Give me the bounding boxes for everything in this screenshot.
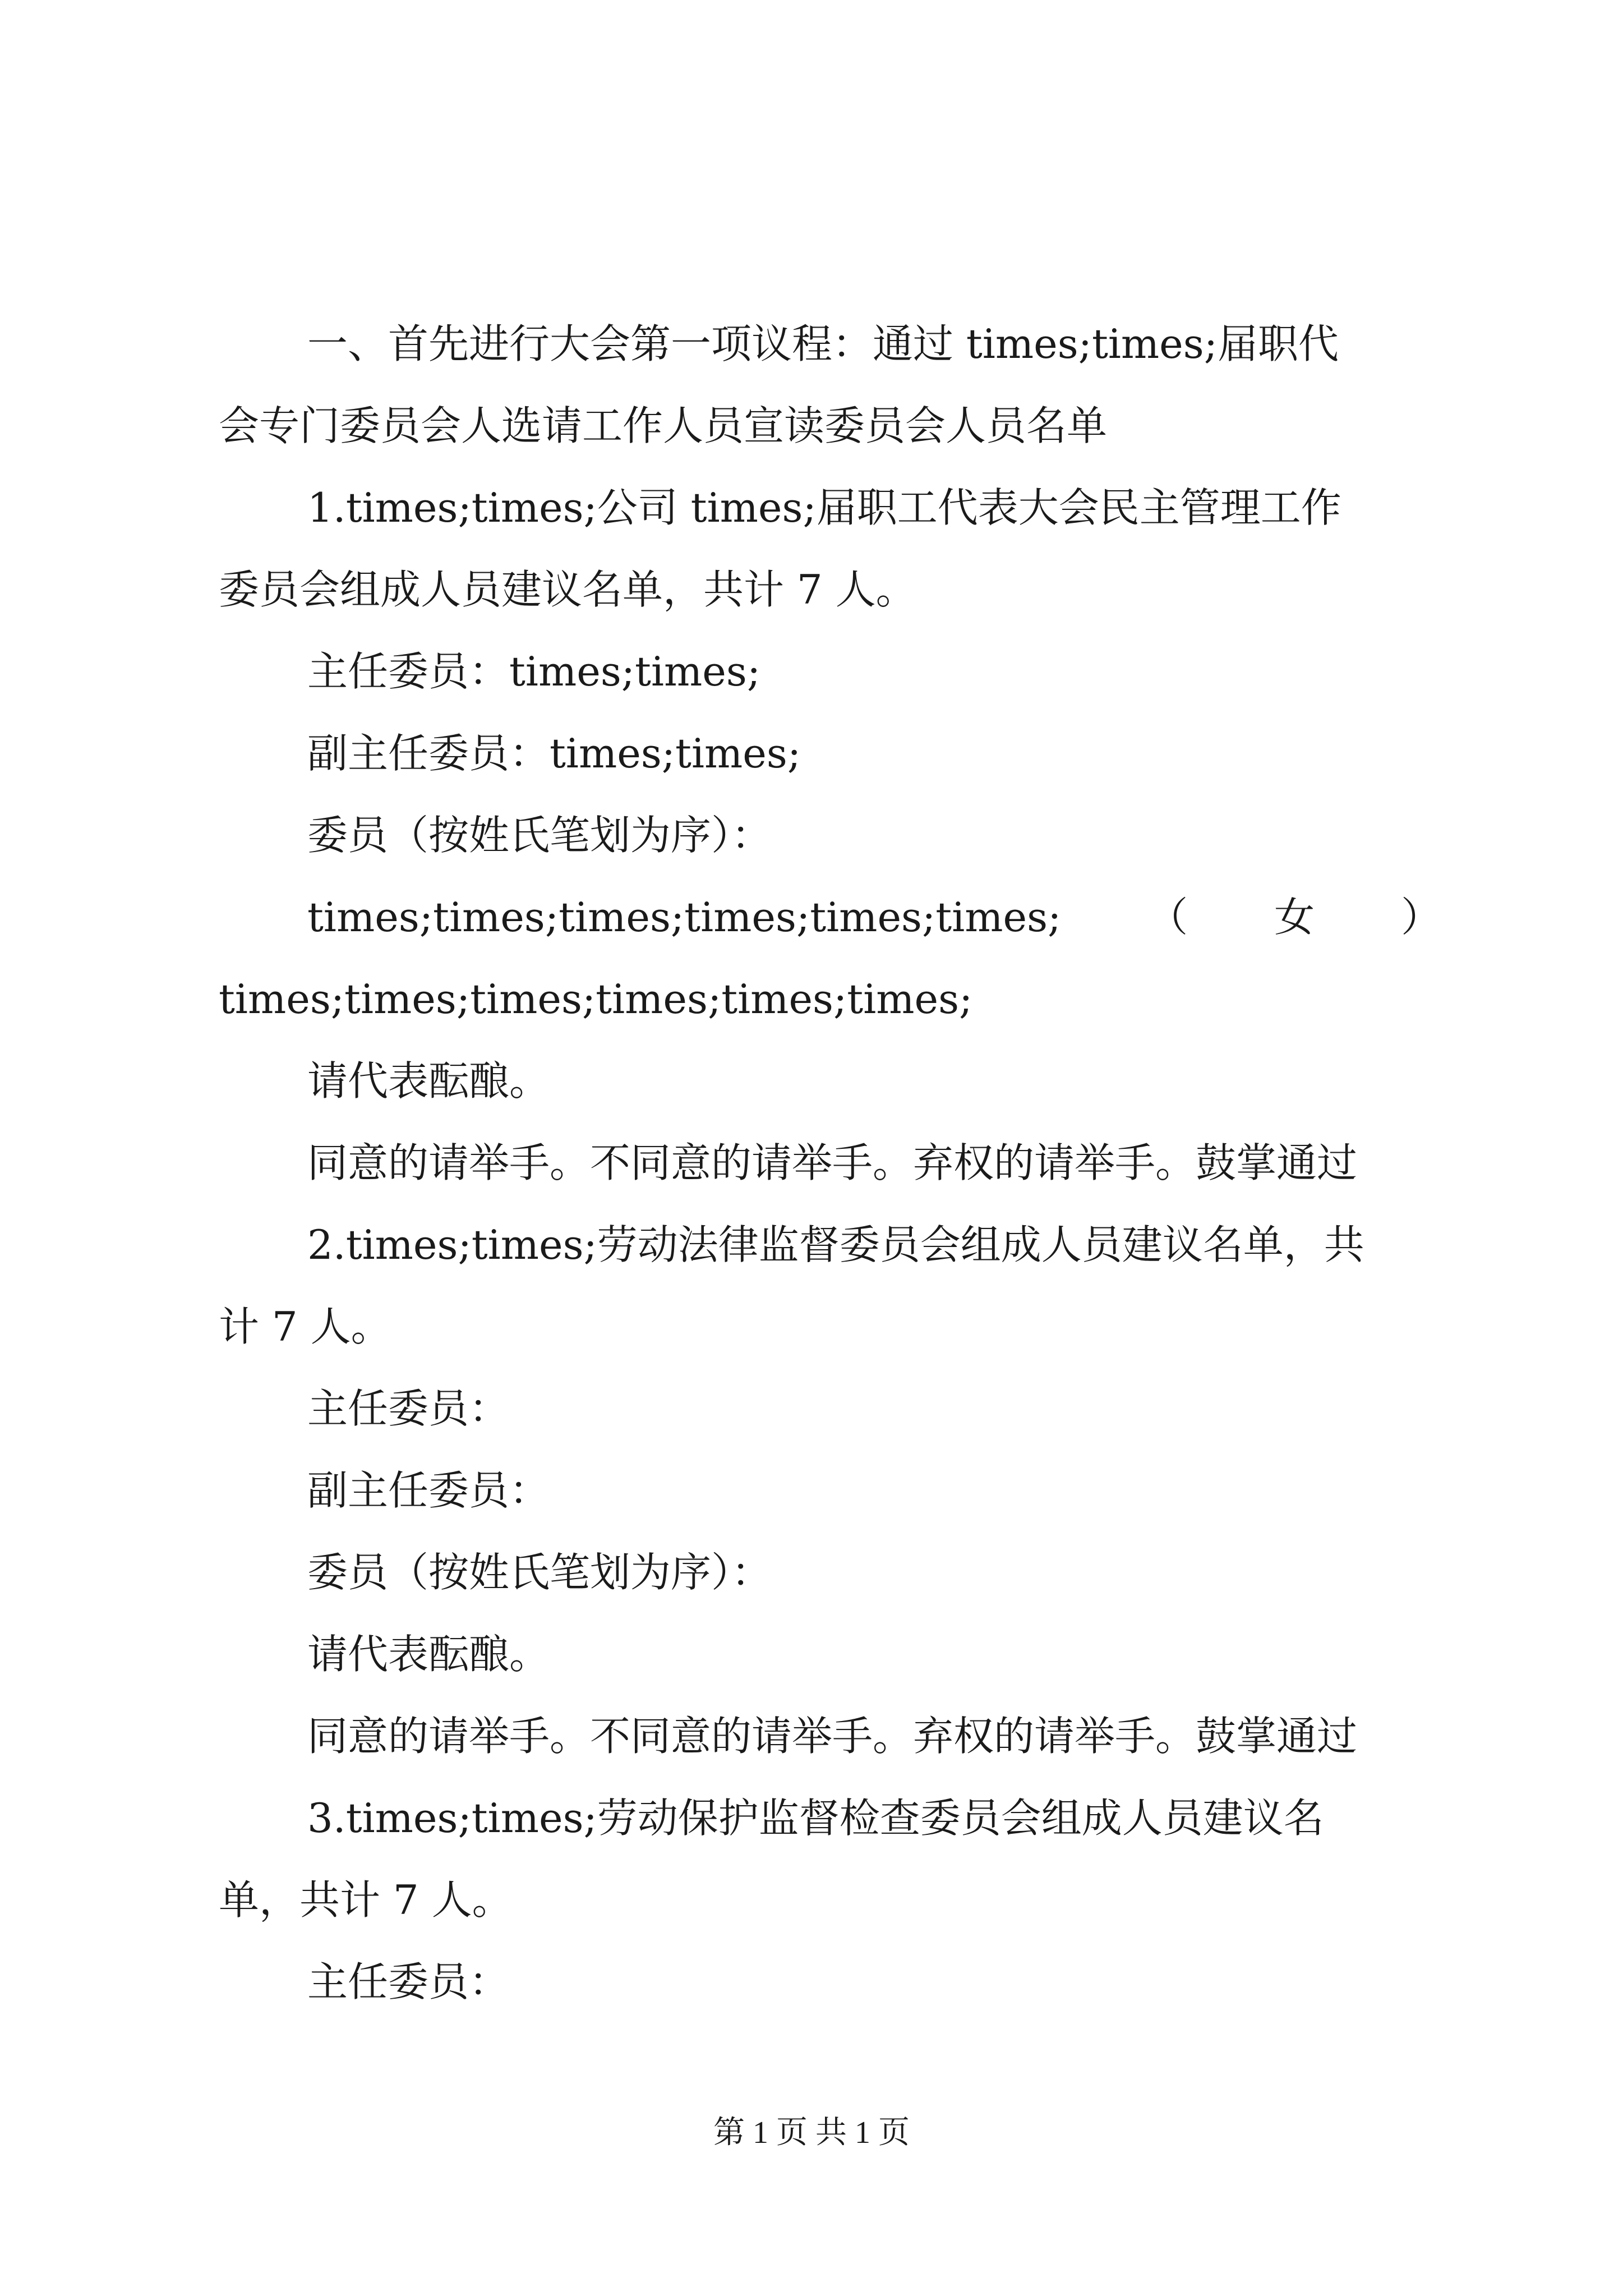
- paragraph-line: 一、首先进行大会第一项议程：通过 times;times;届职代: [307, 320, 1339, 367]
- paragraph-line: 委员会组成人员建议名单，共计 7 人。: [219, 566, 916, 613]
- paragraph-line: 委员（按姓氏笔划为序）：: [307, 812, 772, 859]
- paragraph-line: 单，共计 7 人。: [219, 1876, 513, 1924]
- paragraph-line: 同意的请举手。不同意的请举手。弃权的请举手。鼓掌通过: [307, 1139, 1358, 1186]
- text-segment: ）: [1400, 894, 1441, 941]
- paragraph-line: 3.times;times;劳动保护监督检查委员会组成人员建议名: [307, 1795, 1324, 1842]
- paragraph-line: 请代表酝酿。: [307, 1057, 550, 1105]
- justified-line: [219, 876, 1441, 958]
- paragraph-line: 主任委员：times;times;: [307, 648, 761, 695]
- text-segment: （: [1147, 894, 1188, 941]
- paragraph-line: 计 7 人。: [219, 1303, 391, 1350]
- paragraph-line: 会专门委员会人选请工作人员宣读委员会人员名单: [219, 402, 1108, 449]
- paragraph-line: times;times;times;times;times;times;: [219, 976, 973, 1023]
- page-number-label: 第 1 页 共 1 页: [713, 2115, 910, 2150]
- paragraph-line: 副主任委员：: [307, 1467, 550, 1514]
- paragraph-line: 2.times;times;劳动法律监督委员会组成人员建议名单，共: [307, 1221, 1364, 1268]
- paragraph-line: 1.times;times;公司 times;届职工代表大会民主管理工作: [307, 484, 1341, 531]
- paragraph-line: 委员（按姓氏笔划为序）：: [307, 1549, 772, 1596]
- paragraph-line: 请代表酝酿。: [307, 1631, 550, 1678]
- text-segment: 女: [1274, 894, 1315, 941]
- document-body: [219, 303, 1441, 2023]
- page-footer: [0, 2110, 1623, 2155]
- paragraph-line: 副主任委员：times;times;: [307, 730, 801, 777]
- paragraph-line: 同意的请举手。不同意的请举手。弃权的请举手。鼓掌通过: [307, 1713, 1358, 1760]
- text-segment: times;times;times;times;times;times;: [307, 894, 1062, 941]
- paragraph-line: 主任委员：: [307, 1385, 510, 1432]
- paragraph-line: 主任委员：: [307, 1958, 510, 2005]
